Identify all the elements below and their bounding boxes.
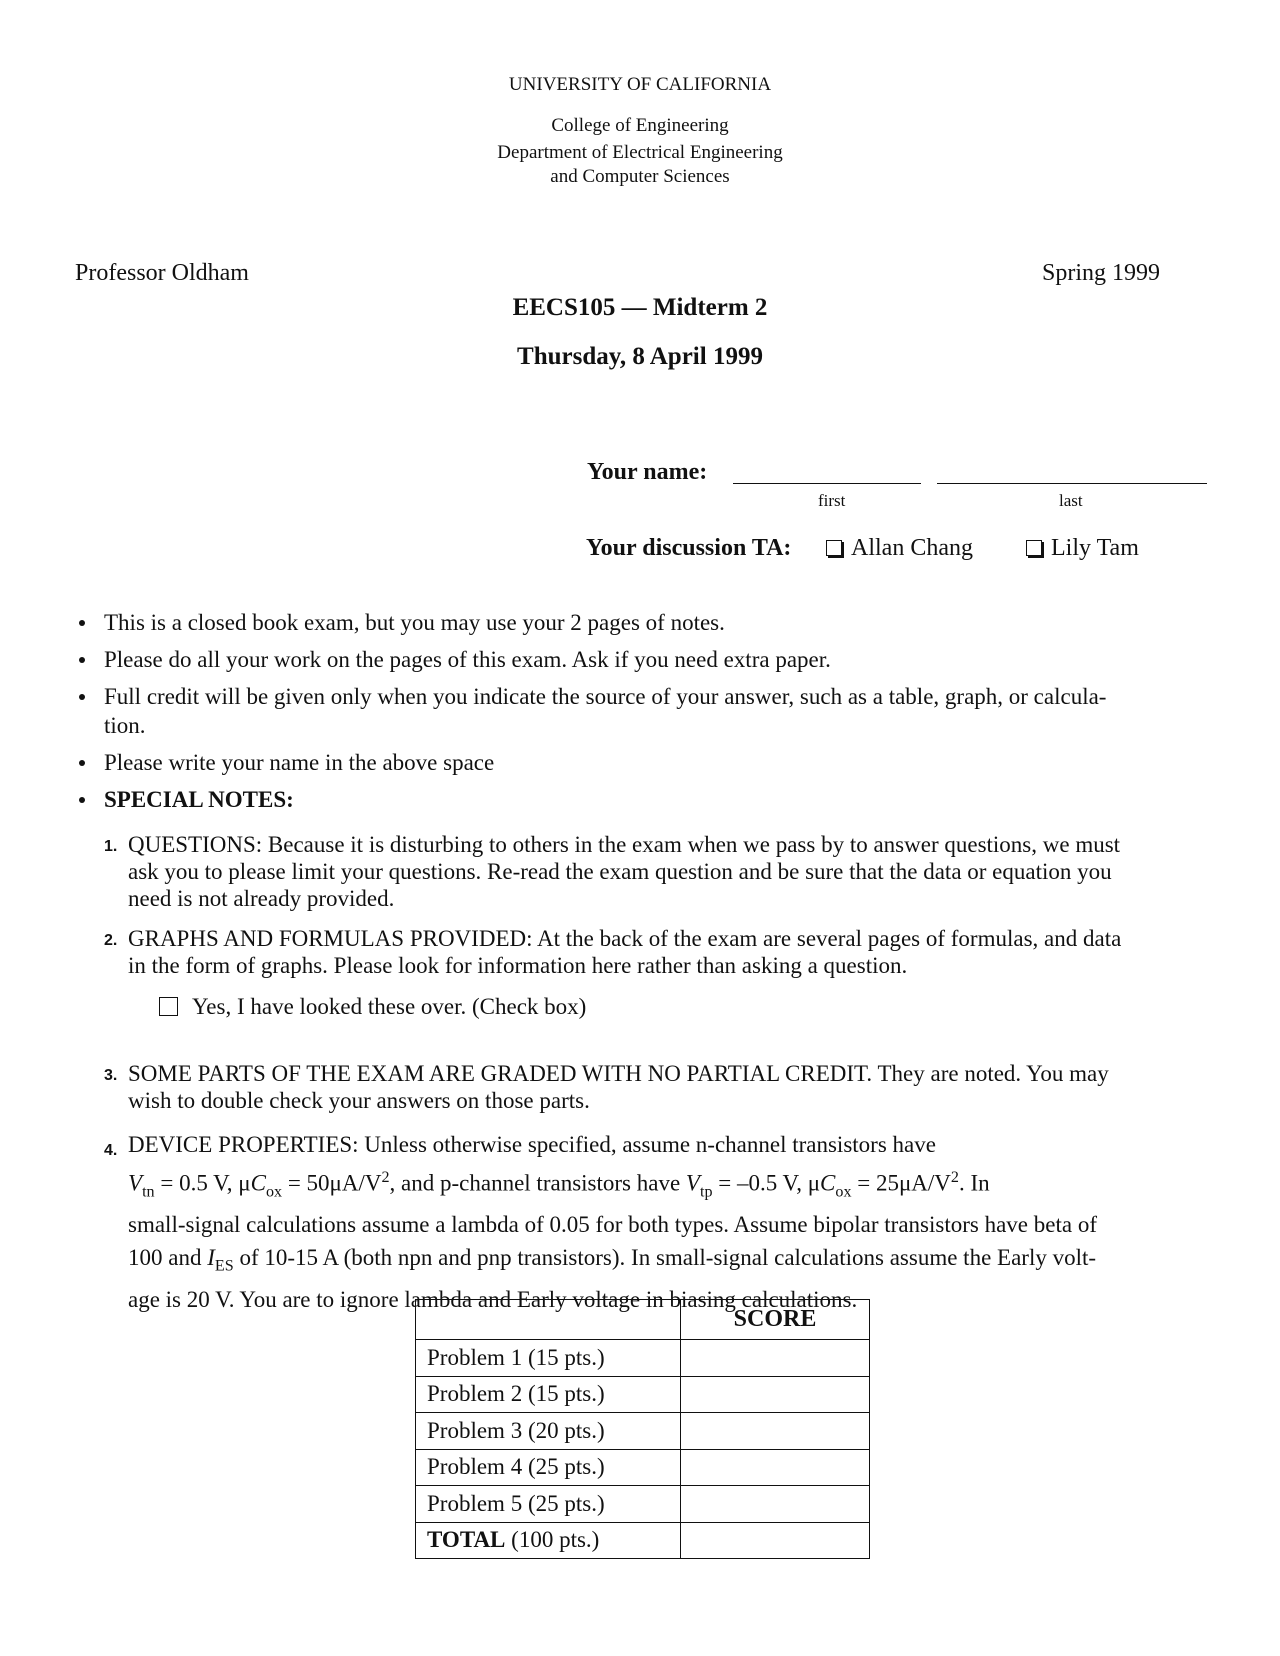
- ta-option-label: Allan Chang: [851, 535, 973, 561]
- total-label: TOTAL (100 pts.): [416, 1522, 681, 1559]
- score-cell[interactable]: [681, 1449, 870, 1486]
- instructions-list: [104, 608, 1200, 822]
- first-name-line[interactable]: [733, 483, 921, 484]
- note-questions: 1. QUESTIONS: Because it is disturbing to others in the exam when we pass by to answer questions, we must ask you to please limit your questions. Re-read the exam question and be sure that the data or equation you need is not already provided.: [104, 832, 1121, 911]
- ta-option-lily-tam[interactable]: [1026, 534, 1139, 563]
- score-table: [415, 1299, 870, 1559]
- table-row: [416, 1522, 870, 1559]
- checkbox-icon[interactable]: [826, 540, 842, 556]
- score-header: SCORE: [681, 1300, 870, 1340]
- note-partial-credit: 3. SOME PARTS OF THE EXAM ARE GRADED WITH NO PARTIAL CREDIT. They are noted. You may wish to double check your answers on those parts.: [104, 1061, 1109, 1113]
- university-heading: UNIVERSITY OF CALIFORNIA: [508, 74, 772, 95]
- table-row: [416, 1486, 870, 1523]
- checkbox-label: Yes, I have looked these over. (Check box): [192, 994, 587, 1019]
- problem-label: Problem 1 (15 pts.): [416, 1340, 681, 1377]
- first-name-caption: first: [818, 491, 846, 510]
- last-name-line[interactable]: [937, 483, 1207, 484]
- checkbox-icon[interactable]: [1026, 540, 1042, 556]
- checkbox-icon[interactable]: [159, 997, 178, 1016]
- score-cell[interactable]: [681, 1486, 870, 1523]
- list-item: Full credit will be given only when you indicate the source of your answer, such as a table, graph, or calcula- tion.: [104, 682, 1200, 740]
- ta-label: Your discussion TA:: [586, 535, 792, 561]
- note-device-properties: 4. DEVICE PROPERTIES: Unless otherwise specified, assume n-channel transistors have $V_{tn} = 0.5$ V, $\mu C_{ox} = 50\mu A/V^2$, and p-channel transistors have $V_{tp} = -0.5$ V, $\mu C_{ox} = 25\mu A/V^2$. In small-signal calculations assume a lambda of 0.05 for both types. Assume bipolar transistors have beta of 100 and $I_{ES}$ of 10-15 A (both npn and pnp transistors). In small-signal calculations assume the Early volt- age is 20 V. You are to ignore lambda and Early voltage in biasing calculations.: [104, 1132, 1097, 1312]
- table-row: [416, 1340, 870, 1377]
- list-item: Please do all your work on the pages of this exam. Ask if you need extra paper.: [104, 645, 1200, 674]
- table-row: [416, 1300, 870, 1340]
- score-cell[interactable]: [681, 1340, 870, 1377]
- exam-title: EECS105 — Midterm 2: [512, 294, 768, 321]
- list-item: Please write your name in the above space: [104, 748, 1200, 777]
- looked-over-checkbox-row[interactable]: [159, 993, 586, 1021]
- department-name: Department of Electrical Engineering: [497, 142, 783, 163]
- ta-option-label: Lily Tam: [1051, 535, 1139, 561]
- table-row: [416, 1376, 870, 1413]
- table-row: [416, 1449, 870, 1486]
- list-item: This is a closed book exam, but you may use your 2 pages of notes.: [104, 608, 1200, 637]
- problem-label: Problem 3 (20 pts.): [416, 1413, 681, 1450]
- ta-option-allan-chang[interactable]: [826, 534, 973, 563]
- problem-label: Problem 2 (15 pts.): [416, 1376, 681, 1413]
- name-label: Your name:: [587, 459, 708, 485]
- college-heading: [0, 114, 1280, 189]
- score-cell[interactable]: [681, 1413, 870, 1450]
- term-label: Spring 1999: [1042, 260, 1161, 286]
- table-header-blank: [416, 1300, 681, 1340]
- exam-date: Thursday, 8 April 1999: [517, 343, 763, 370]
- table-row: [416, 1413, 870, 1450]
- problem-label: Problem 5 (25 pts.): [416, 1486, 681, 1523]
- college-name: College of Engineering: [551, 115, 729, 136]
- problem-label: Problem 4 (25 pts.): [416, 1449, 681, 1486]
- score-cell[interactable]: [681, 1376, 870, 1413]
- professor-name: Professor Oldham: [75, 260, 249, 286]
- department-name-line2: and Computer Sciences: [550, 166, 730, 187]
- last-name-caption: last: [1059, 491, 1083, 510]
- total-score-cell[interactable]: [681, 1522, 870, 1559]
- note-graphs-formulas: 2. GRAPHS AND FORMULAS PROVIDED: At the back of the exam are several pages of formulas, and data in the form of graphs. Please look for information here rather than asking a question.: [104, 926, 1122, 978]
- list-item: SPECIAL NOTES:: [104, 785, 1200, 814]
